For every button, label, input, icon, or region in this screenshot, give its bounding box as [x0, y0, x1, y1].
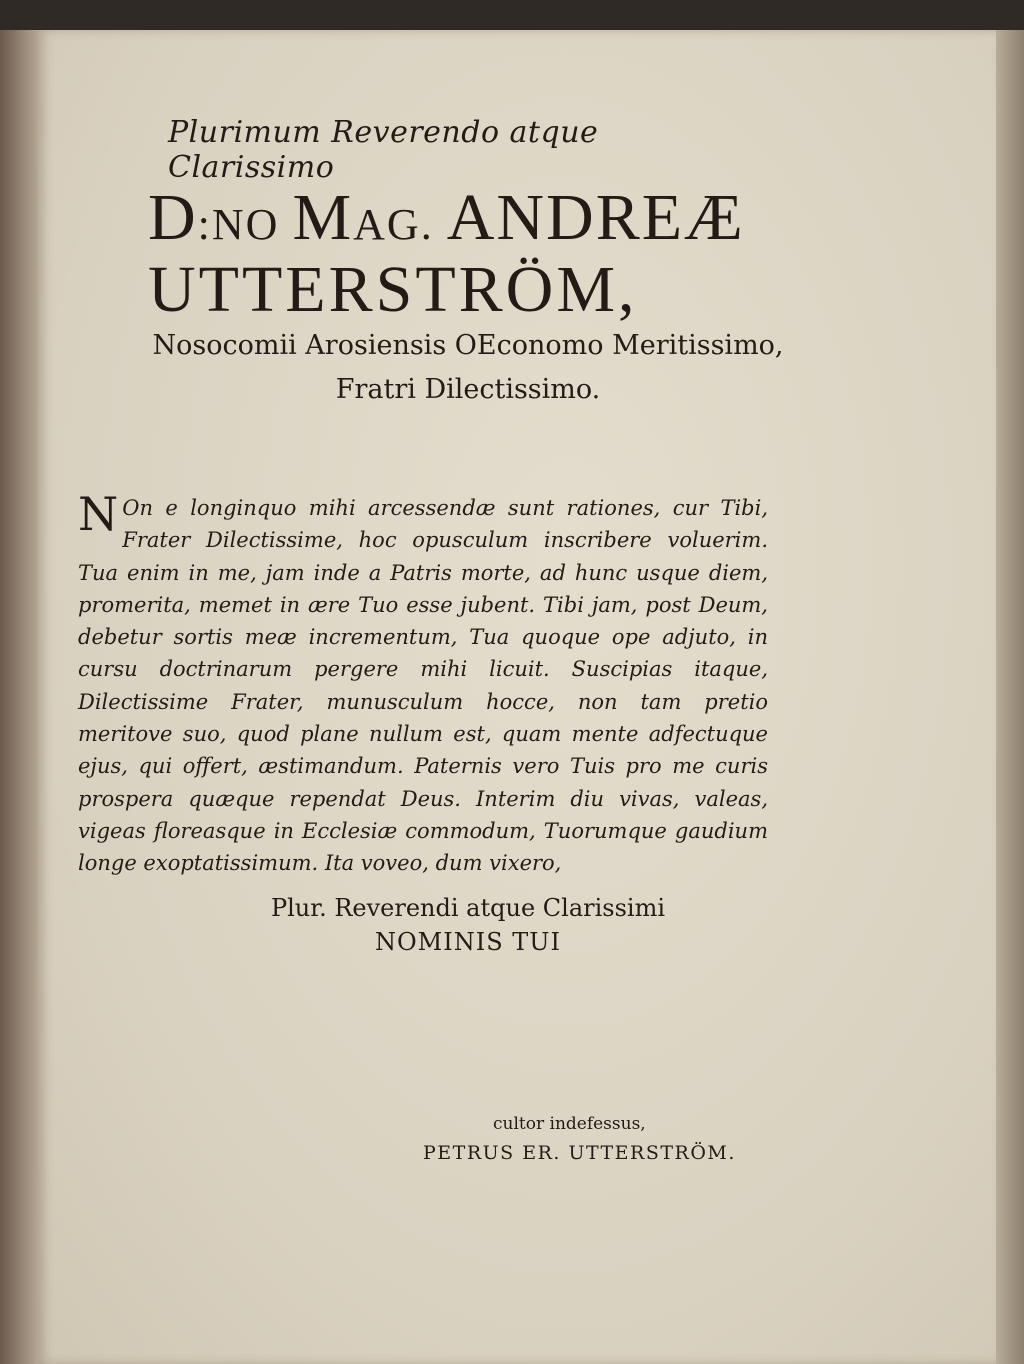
dedicatee-first-name: ANDREÆ: [446, 181, 745, 254]
book-page: [38, 30, 996, 1364]
page-right-edge: [996, 30, 1024, 1364]
dedicatee-office: Nosocomii Arosiensis OEconomo Meritissimo,: [152, 330, 784, 361]
dedication-body: [78, 487, 768, 880]
dedicatee-title-name: [148, 180, 828, 256]
author-signature: PETRUS ER. UTTERSTRÖM.: [423, 1142, 736, 1164]
title-dno: :NO: [197, 200, 293, 249]
title-mag: AG.: [353, 200, 447, 249]
closing-formula: Plur. Reverendi atque Clarissimi: [270, 894, 666, 922]
closing-nominis: NOMINIS TUI: [375, 928, 561, 956]
title-letter-d: D: [148, 181, 198, 254]
dedicatee-relation: Fratri Dilectissimo.: [335, 374, 601, 405]
drop-initial: N: [78, 487, 119, 541]
title-letter-m: M: [292, 181, 354, 254]
dedication-salutation: Plurimum Reverendo atque Clarissimo: [168, 115, 599, 185]
facing-page-edge: [0, 30, 40, 1364]
dedication-body-text: On e longinquo mihi arcessendæ sunt rationes, cur Tibi, Frater Dilectissime, hoc opusculum inscribere voluerim. Tua enim in me, jam inde a Patris morte, ad hunc usque diem, promerita, memet in ære Tuo esse jubent. Tibi jam, post Deum, debetur sortis meæ incrementum, Tua quoque ope adjuto, in cursu doctrinarum pergere mihi licuit. Suscipias itaque, Dilectissime Frater, munusculum hocce, non tam pretio meritove suo, quod plane nullum est, quam mente adfectuque ejus, qui offert, æstimandum. Paternis vero Tuis pro me curis prospera quæque rependat Deus. Interim diu vivas, valeas, vigeas floreasque in Ecclesiæ commodum, Tuorumque gaudium longe exoptatissimum. Ita voveo, dum vixero,: [78, 496, 768, 876]
closing-cultor: cultor indefessus,: [493, 1114, 646, 1134]
dedicatee-surname: UTTERSTRÖM,: [148, 253, 638, 326]
